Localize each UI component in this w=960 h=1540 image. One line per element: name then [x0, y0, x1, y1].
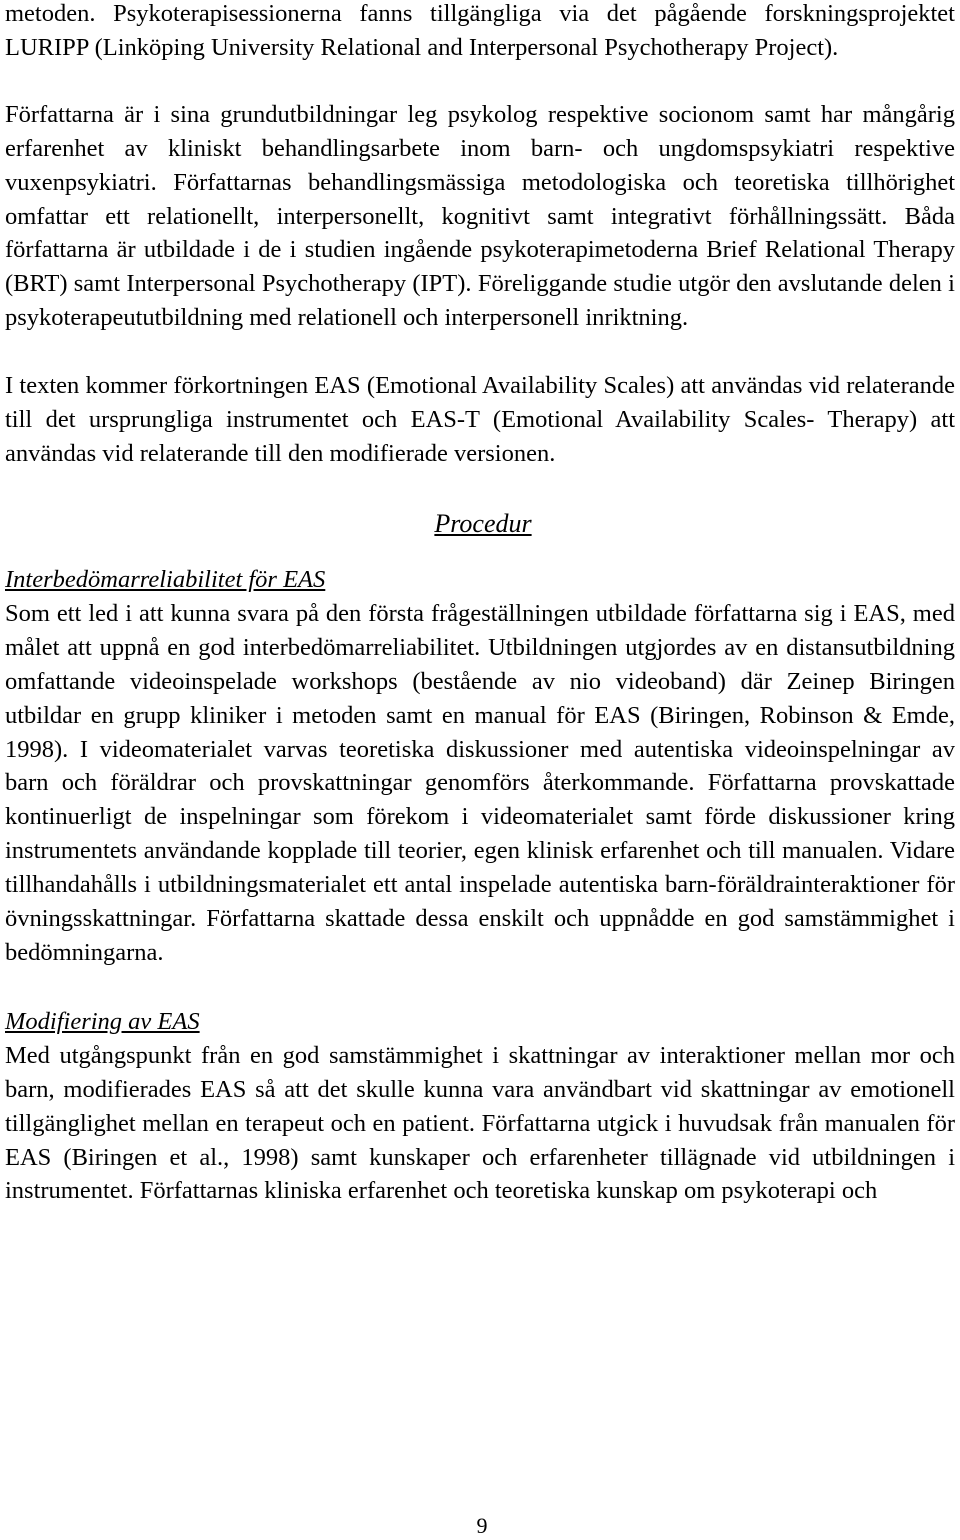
paragraph-project-source: metoden. Psykoterapisessionerna fanns tillgängliga via det pågående forskningsprojektet LURIPP (Linköping University Relational and Interpersonal Psychotherapy Project).	[5, 0, 955, 61]
paragraph-abbreviations: I texten kommer förkortningen EAS (Emotional Availability Scales) att användas vid relaterande till det ursprungliga instrumentet och EAS-T (Emotional Availability Scales- Therapy) att användas vid relaterande till den modifierade versionen.	[5, 372, 955, 467]
paragraph-authors-background: Författarna är i sina grundutbildningar leg psykolog respektive socionom samt har mångårig erfarenhet av kliniskt behandlingsarbete inom barn- och ungdomspsykiatri respektive vuxenpsykiatri. Författarnas behandlingsmässiga metodologiska och teoretiska tillhörighet omfattar ett relationellt, interpersonellt, kognitivt samt integrativt förhållningssätt. Båda författarna är utbildade i de i studien ingående psykoterapimetoderna Brief Relational Therapy (BRT) samt Interpersonal Psychotherapy (IPT). Föreliggande studie utgör den avslutande delen i psykoterapeututbildning med relationell och interpersonell inriktning.	[5, 100, 955, 332]
subsection-heading-interrater: Interbedömarreliabilitet för EAS	[5, 565, 326, 593]
paragraph-modification: Med utgångspunkt från en god samstämmighet i skattningar av interaktioner mellan mor och barn, modifierades EAS så att det skulle kunna vara användbart vid skattningar av emotionell tillgänglighet mellan en terapeut och en patient. Författarna utgick i huvudsak från manualen för EAS (Biringen et al., 1998) samt kunskaper och erfarenheter tillägnade vid utbildningen i instrumentet. Författarnas kliniska erfarenhet och teoretiska kunskap om psykoterapi och	[5, 1041, 955, 1205]
subsection-heading-modification: Modifiering av EAS	[5, 1007, 200, 1035]
section-heading-procedur: Procedur	[434, 508, 532, 538]
page-number: 9	[476, 1513, 488, 1538]
document-page	[5, 0, 955, 1208]
paragraph-interrater: Som ett led i att kunna svara på den första frågeställningen utbildade författarna sig i EAS, med målet att uppnå en god interbedömarreliabilitet. Utbildningen utgjordes av en distansutbildning omfattande videoinspelade workshops (bestående av nio videoband) där Zeinep Biringen utbildar en grupp kliniker i metoden samt en manual för EAS (Biringen, Robinson & Emde, 1998). I videomaterialet varvas teoretiska diskussioner med autentiska videoinspelningar av barn och föräldrar och provskattningar genomförs återkommande. Författarna provskattade kontinuerligt de inspelningar som förekom i videomaterialet samt förde diskussioner kring instrumentets användande kopplade till teorier, egen klinisk erfarenhet och till manualen. Vidare tillhandahålls i utbildningsmaterialet ett antal inspelade autentiska barn-föräldrainteraktioner för övningsskattningar. Författarna skattade dessa enskilt och uppnådde en god samstämmighet i bedömningarna.	[5, 599, 955, 966]
